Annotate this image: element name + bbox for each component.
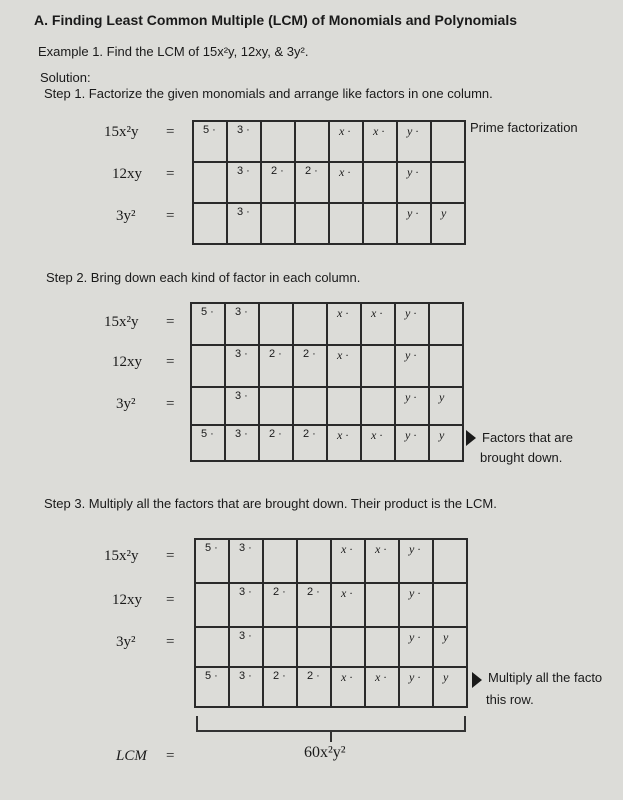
factor-grid-3 [194,538,468,708]
note-multiply-this-row: this row. [486,692,534,707]
grid-cell: 5 · [192,304,226,346]
note-multiply-all: Multiply all the facto [488,670,603,685]
grid-cell: 3 · [230,668,264,708]
grid-cell: y · [400,584,434,628]
equals-sign: = [166,548,175,564]
section-heading: A. Finding Least Common Multiple (LCM) of Monomials and Polynomials [34,12,517,28]
grid-cell [294,388,328,426]
grid-cell [328,388,362,426]
grid-cell: 3 · [226,388,260,426]
grid-cell: 5 · [196,540,230,584]
grid-cell: 2 · [294,426,328,462]
bracket [464,716,466,730]
grid-cell: y · [400,540,434,584]
grid-cell: 2 · [264,584,298,628]
grid-cell: y · [398,122,432,163]
grid-cell [194,204,228,245]
grid-cell: y [432,204,466,245]
grid-cell [432,163,466,204]
lcm-label: LCM [116,748,147,764]
grid-cell [296,204,330,245]
grid-cell: y · [398,204,432,245]
grid-cell: 2 · [298,668,332,708]
grid-cell [362,388,396,426]
grid-cell [364,204,398,245]
example-text: Example 1. Find the LCM of 15x²y, 12xy, & 3y². [38,44,309,59]
lcm-value: 60x²y² [304,744,346,761]
equals-sign: = [166,166,175,182]
row-label-12xy: 12xy [112,354,142,370]
grid-cell [362,346,396,388]
row-label-3y2: 3y² [116,208,136,224]
factor-grid-1 [192,120,466,245]
note-factors-brought-down: Factors that are [482,430,574,445]
grid-cell [434,540,468,584]
grid-cell: x · [328,426,362,462]
grid-cell: y [434,668,468,708]
solution-label: Solution: [40,70,91,85]
grid-cell: y · [400,668,434,708]
arrow-right-icon [466,430,476,446]
grid-cell: 3 · [230,584,264,628]
grid-cell [264,540,298,584]
grid-cell: x · [362,304,396,346]
grid-cell [330,204,364,245]
grid-cell: 5 · [194,122,228,163]
grid-cell: x · [332,584,366,628]
grid-cell: y [430,388,464,426]
grid-cell: 3 · [228,122,262,163]
grid-cell: x · [364,122,398,163]
row-label-12xy: 12xy [112,166,142,182]
grid-cell: x · [332,540,366,584]
grid-cell [332,628,366,668]
grid-cell: 2 · [260,346,294,388]
row-label-3y2: 3y² [116,396,136,412]
grid-cell: x · [366,540,400,584]
grid-cell: y [434,628,468,668]
step3-text: Step 3. Multiply all the factors that are brought down. Their product is the LCM. [44,496,497,511]
grid-cell [294,304,328,346]
grid-cell [366,628,400,668]
grid-cell: x · [330,163,364,204]
grid-cell: x · [332,668,366,708]
grid-cell: 5 · [196,668,230,708]
equals-sign: = [166,314,175,330]
note-prime-factorization: Prime factorization [470,120,578,135]
grid-cell: x · [362,426,396,462]
grid-cell [192,346,226,388]
grid-cell: 3 · [230,628,264,668]
grid-cell [298,540,332,584]
grid-cell [430,346,464,388]
grid-cell [196,584,230,628]
grid-cell [194,163,228,204]
note-factors-brought-down-2: brought down. [480,450,563,465]
row-label-15x2y: 15x²y [104,548,139,564]
grid-cell: 2 · [298,584,332,628]
grid-cell: y · [396,304,430,346]
grid-cell: 3 · [226,346,260,388]
grid-cell: 3 · [228,204,262,245]
equals-sign: = [166,124,175,140]
grid-cell [260,388,294,426]
grid-cell: 2 · [296,163,330,204]
grid-cell: x · [328,304,362,346]
bracket [330,730,332,742]
factor-grid-2 [190,302,464,462]
grid-cell [262,204,296,245]
grid-cell: y · [396,346,430,388]
row-label-3y2: 3y² [116,634,136,650]
grid-cell [434,584,468,628]
grid-cell [192,388,226,426]
grid-cell: x · [366,668,400,708]
row-label-12xy: 12xy [112,592,142,608]
grid-cell: y [430,426,464,462]
grid-cell [366,584,400,628]
grid-cell [260,304,294,346]
grid-cell: 2 · [260,426,294,462]
step2-text: Step 2. Bring down each kind of factor in each column. [46,270,361,285]
equals-sign: = [166,592,175,608]
equals-sign: = [166,396,175,412]
grid-cell [432,122,466,163]
grid-cell: 5 · [192,426,226,462]
grid-cell [298,628,332,668]
grid-cell: x · [330,122,364,163]
step1-text: Step 1. Factorize the given monomials and arrange like factors in one column. [44,86,493,101]
row-label-15x2y: 15x²y [104,124,139,140]
grid-cell: x · [328,346,362,388]
grid-cell: 3 · [226,304,260,346]
grid-cell: 2 · [262,163,296,204]
row-label-15x2y: 15x²y [104,314,139,330]
equals-sign: = [166,634,175,650]
grid-cell: 2 · [294,346,328,388]
grid-cell [364,163,398,204]
grid-cell: y · [396,426,430,462]
grid-cell: 3 · [228,163,262,204]
bracket [196,716,198,730]
equals-sign: = [166,748,175,764]
grid-cell: 2 · [264,668,298,708]
grid-cell: y · [400,628,434,668]
grid-cell: y · [396,388,430,426]
equals-sign: = [166,354,175,370]
grid-cell [196,628,230,668]
equals-sign: = [166,208,175,224]
grid-cell [264,628,298,668]
grid-cell [430,304,464,346]
arrow-right-icon [472,672,482,688]
grid-cell: y · [398,163,432,204]
grid-cell [262,122,296,163]
grid-cell [296,122,330,163]
grid-cell: 3 · [230,540,264,584]
grid-cell: 3 · [226,426,260,462]
